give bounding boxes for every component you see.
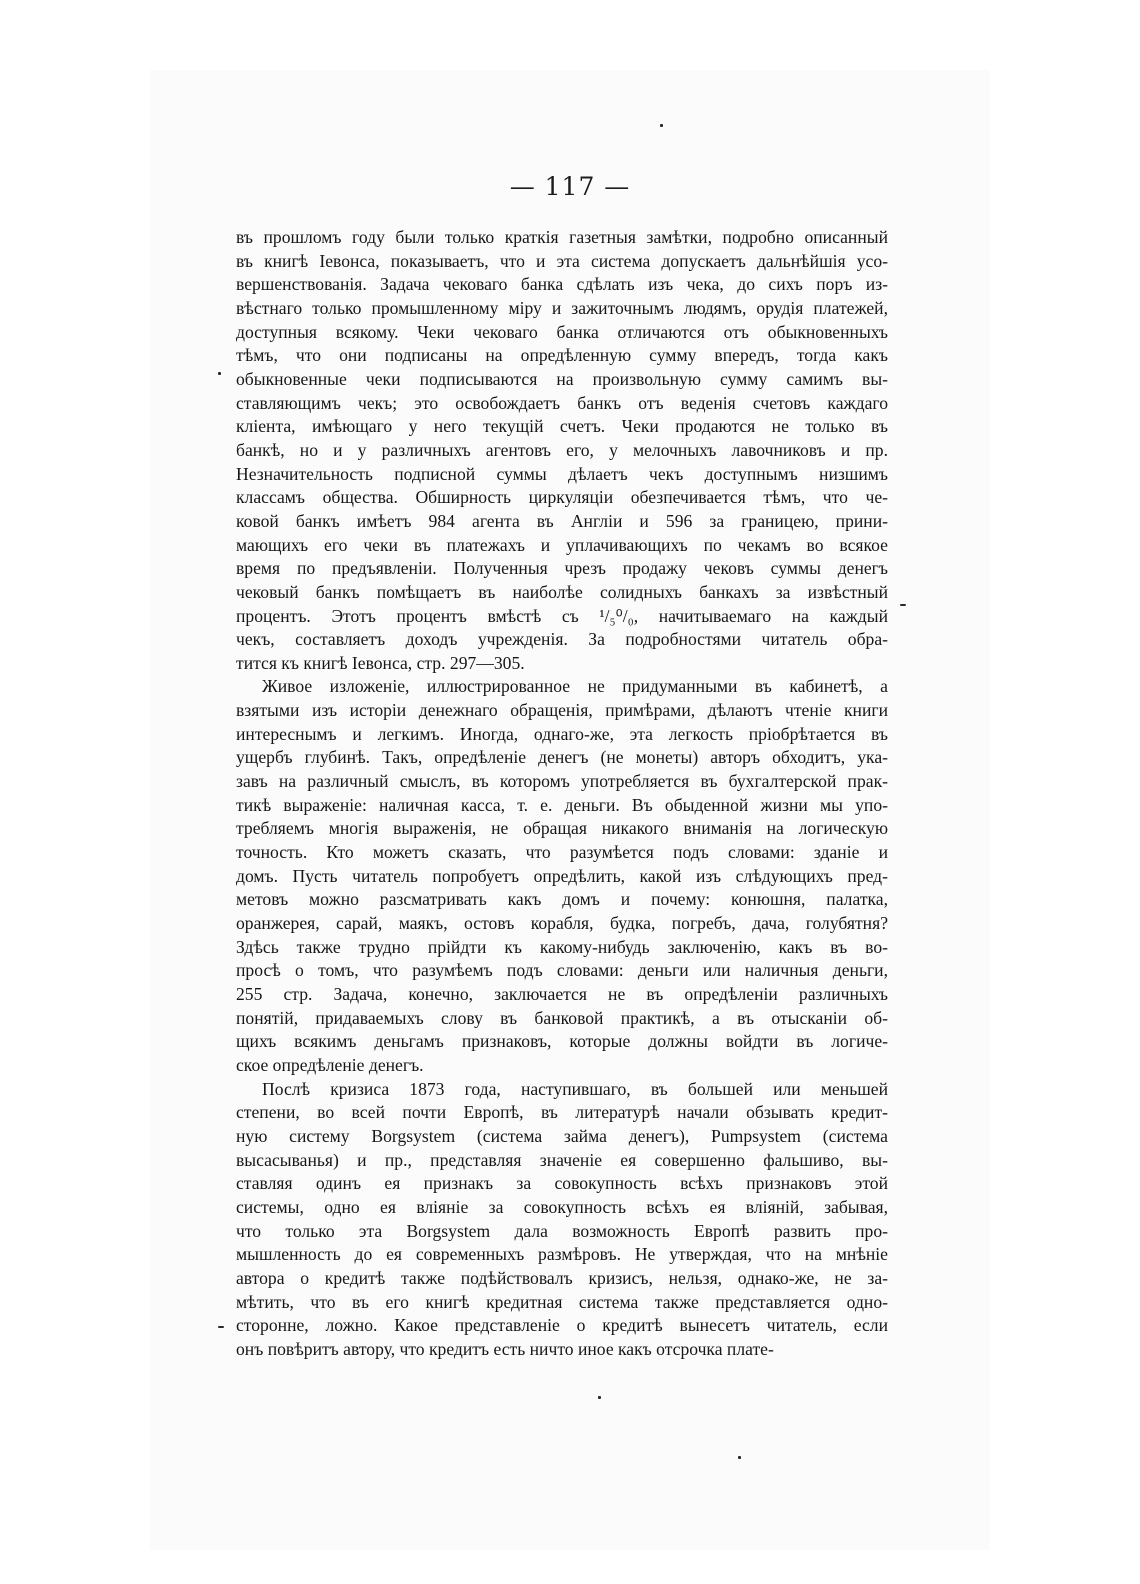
text-line: тикѣ выраженіе: наличная касса, т. е. деньги. Въ обыденной жизни мы упо-	[236, 794, 888, 815]
text-line: степени, во всей почти Европѣ, въ литературѣ начали обзывать кредит-	[236, 1102, 888, 1123]
scan-speck	[738, 1456, 741, 1459]
scan-speck	[218, 372, 221, 375]
scan-speck	[900, 604, 906, 606]
text-line: банкѣ, но и у различныхъ агентовъ его, у мелочныхъ лавочниковъ и пр.	[236, 439, 888, 460]
text-line: ставляющимъ чекъ; это освобождаетъ банкъ отъ веденія счетовъ каждаго	[236, 392, 888, 413]
text-line: доступныя всякому. Чеки чековаго банка отличаются отъ обыкновенныхъ	[236, 321, 888, 342]
text-line: чекъ, составляетъ доходъ учрежденія. За подробностями читатель обра-	[236, 629, 888, 650]
text-line: ковой банкъ имѣетъ 984 агента въ Англіи и 596 за границею, прини-	[236, 510, 888, 531]
text-line: оранжерея, сарай, маякъ, остовъ корабля, будка, погребъ, дача, голубятня?	[236, 913, 888, 934]
text-line: Незначительность подписной суммы дѣлаетъ чекъ доступнымъ низшимъ	[236, 463, 888, 484]
text-line: метовъ можно разсматривать какъ домъ и почему: конюшня, палатка,	[236, 889, 888, 910]
page-number: — 117 —	[509, 172, 631, 201]
text-line: Послѣ кризиса 1873 года, наступившаго, въ большей или меньшей	[262, 1078, 888, 1099]
text-line: системы, одно ея вліяніе за совокупность всѣхъ ея вліяній, забывая,	[236, 1196, 888, 1217]
text-line: Живое изложеніе, иллюстрированное не придуманными въ кабинетѣ, а	[262, 676, 888, 697]
text-line: Здѣсь также трудно прійдти къ какому-нибудь заключенію, какъ въ во-	[236, 936, 888, 957]
scan-speck	[218, 1326, 224, 1328]
text-line: просѣ о томъ, что разумѣемъ подъ словами: деньги или наличныя деньги,	[236, 960, 888, 981]
text-line: автора о кредитѣ также подѣйствовалъ кризисъ, нельзя, однако-же, не за-	[236, 1267, 888, 1288]
text-line: вершенствованія. Задача чековаго банка сдѣлать изъ чека, до сихъ поръ из-	[236, 274, 888, 295]
text-line: время по предъявленіи. Полученныя чрезъ продажу чековъ суммы денегъ	[236, 558, 888, 579]
text-line: понятій, придаваемыхъ слову въ банковой практикѣ, а въ отысканіи об-	[236, 1007, 888, 1028]
scan-speck	[598, 1396, 601, 1399]
text-line: въ прошломъ году были только краткія газетныя замѣтки, подробно описанный	[236, 227, 888, 247]
text-line: интереснымъ и легкимъ. Иногда, однаго-же, эта легкость пріобрѣтается въ	[236, 723, 888, 744]
text-line: точность. Кто можетъ сказать, что разумѣется подъ словами: зданіе и	[236, 842, 888, 863]
body-text	[236, 226, 888, 1362]
text-line: высасыванья) и пр., представляя значеніе ея совершенно фальшиво, вы-	[236, 1149, 888, 1170]
text-line: чековый банкъ помѣщаетъ въ наиболѣе солидныхъ банкахъ за извѣстный	[236, 581, 888, 602]
paragraph	[236, 226, 888, 675]
text-line: въ книгѣ Іевонса, показываетъ, что и эта система допускаетъ дальнѣйшія усо-	[236, 250, 888, 271]
text-line: обыкновенные чеки подписываются на произвольную сумму самимъ вы-	[236, 368, 888, 389]
text-line: что только эта Borgsystem дала возможность Европѣ развить про-	[236, 1220, 888, 1241]
text-line: домъ. Пусть читатель попробуетъ опредѣлить, какой изъ слѣдующихъ пред-	[236, 865, 888, 886]
text-line: классамъ общества. Обширность циркуляціи обезпечивается тѣмъ, что че-	[236, 487, 888, 508]
text-line: кліента, имѣющаго у него текущій счетъ. Чеки продаются не только въ	[236, 416, 888, 437]
text-line: мышленность до ея современныхъ размѣровъ. Не утверждая, что на мнѣніе	[236, 1244, 888, 1265]
text-line: тѣмъ, что они подписаны на опредѣленную сумму впередъ, тогда какъ	[236, 345, 888, 366]
text-line: завъ на различный смыслъ, въ которомъ употребляется въ бухгалтерской прак-	[236, 771, 888, 792]
text-line: ставляя одинъ ея признакъ за совокупность всѣхъ признаковъ этой	[236, 1173, 888, 1194]
text-line: тится къ книгѣ Іевонса, стр. 297—305.	[236, 652, 525, 673]
text-line: ную систему Borgsystem (система займа денегъ), Pumpsystem (система	[236, 1125, 888, 1146]
text-line: сторонне, ложно. Какое представленіе о кредитѣ вынесетъ читатель, если	[236, 1315, 888, 1336]
text-line: взятыми изъ исторіи денежнаго обращенія, примѣрами, дѣлаютъ чтеніе книги	[236, 700, 888, 721]
text-line: мѣтить, что въ его книгѣ кредитная система также представляется одно-	[236, 1291, 888, 1312]
text-line: ущербъ глубинѣ. Такъ, опредѣленіе денегъ (не монеты) авторъ обходитъ, ука-	[236, 747, 888, 768]
text-line: онъ повѣритъ автору, что кредитъ есть ничто иное какъ отсрочка плате-	[236, 1338, 774, 1359]
paragraph	[236, 675, 888, 1077]
scan-speck	[660, 124, 663, 127]
text-line: мающихъ его чеки въ платежахъ и уплачивающихъ по чекамъ во всякое	[236, 534, 888, 555]
text-line: щихъ всякимъ деньгамъ признаковъ, которые должны войдти въ логиче-	[236, 1031, 888, 1052]
text-line: 255 стр. Задача, конечно, заключается не въ опредѣленіи различныхъ	[236, 984, 888, 1004]
text-line: требляемъ многія выраженія, не обращая никакого вниманія на логическую	[236, 818, 888, 839]
text-line: ское опредѣленіе денегъ.	[236, 1054, 424, 1075]
text-line: процентъ. Этотъ процентъ вмѣстѣ съ ¹/₅⁰/₀, начитываемаго на каждый	[236, 605, 888, 626]
text-line: вѣстнаго только промышленному міру и зажиточнымъ людямъ, орудія платежей,	[236, 297, 888, 318]
paragraph	[236, 1078, 888, 1362]
